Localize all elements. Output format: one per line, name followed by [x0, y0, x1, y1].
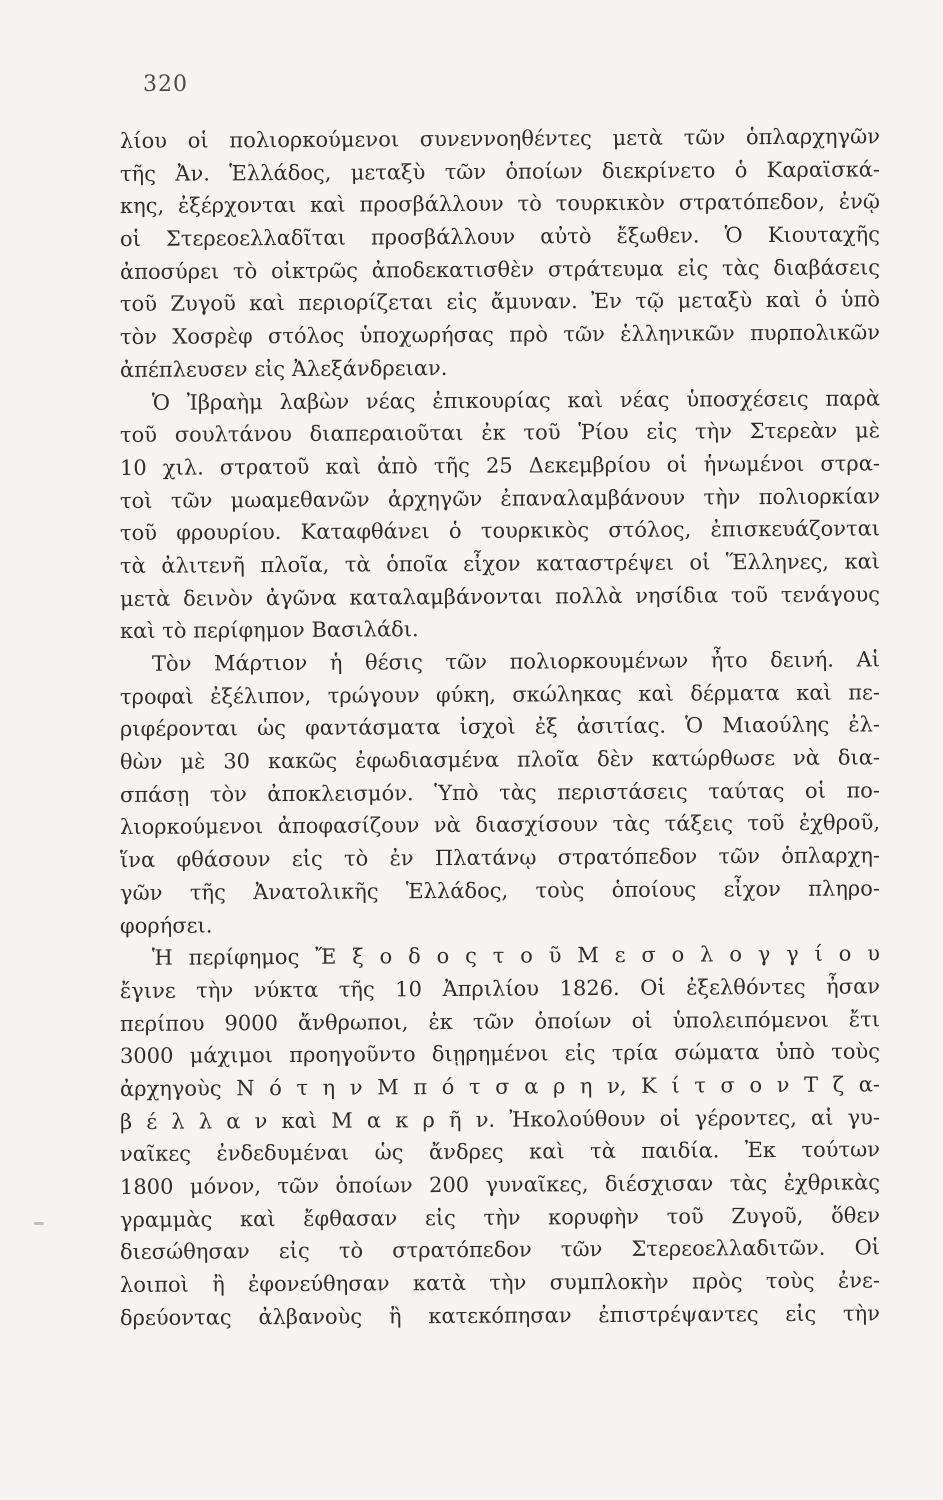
- text-line: Τὸν Μάρτιον ἡ θέσις τῶν πολιορκουμένων ἦτο δεινή. Αἱ: [151, 647, 881, 676]
- text-line: ἵνα φθάσουν εἰς τὸ ἐν Πλατάνῳ στρατόπεδον τῶν ὁπλαρχη-: [119, 843, 881, 873]
- text-line: Ἡ περίφημος Ἔ ξ ο δ ο ς τ ο ῦ Μ ε σ ο λ ο γ γ ί ο υ: [151, 941, 881, 970]
- text-line: καὶ τὸ περίφημον Βασιλάδι.: [119, 617, 419, 644]
- text-line: κης, ἐξέρχονται καὶ προσβάλλουν τὸ τουρκικὸν στρατόπεδον, ἐνῷ: [119, 189, 881, 219]
- text-line: τοῦ φρουρίου. Καταφθάνει ὁ τουρκικὸς στόλος, ἐπισκευάζονται: [119, 516, 881, 546]
- text-line: 3000 μάχιμοι προηγοῦντο διῃρημένοι εἰς τρία σώματα ὑπὸ τοὺς: [119, 1039, 881, 1069]
- text-line: μετὰ δεινὸν ἀγῶνα καταλαμβάνονται πολλὰ νησίδια τοῦ τενάγους: [119, 581, 881, 611]
- text-line: φορήσει.: [119, 912, 213, 938]
- text-line: διεσώθησαν εἰς τὸ στρατόπεδον τῶν Στερεοελλαδιτῶν. Οἱ: [119, 1235, 881, 1265]
- text-line: λιορκούμενοι ἀποφασίζουν νὰ διασχίσουν τὰς τάξεις τοῦ ἐχθροῦ,: [119, 810, 881, 840]
- text-line: τοῦ σουλτάνου διαπεραιοῦται ἐκ τοῦ Ῥίου εἰς τὴν Στερεὰν μὲ: [119, 418, 881, 448]
- text-line: τῆς Ἀν. Ἑλλάδος, μεταξὺ τῶν ὁποίων διεκρίνετο ὁ Καραϊσκά-: [119, 157, 881, 186]
- text-line: β έ λ λ α ν καὶ Μ α κ ρ ῆ ν. Ἠκολούθουν οἱ γέροντες, αἱ γυ-: [119, 1104, 881, 1134]
- text-line: ριφέρονται ὡς φαντάσματα ἰσχοὶ ἐξ ἀσιτίας. Ὁ Μιαούλης ἐλ-: [119, 712, 881, 742]
- text-line: θὼν μὲ 30 κακῶς ἐφωδιασμένα πλοῖα δὲν κατώρθωσε νὰ δια-: [119, 745, 881, 775]
- body-text: [120, 125, 880, 1334]
- text-line: Ὁ Ἰβραὴμ λαβὼν νέας ἐπικουρίας καὶ νέας ὑποσχέσεις παρὰ: [151, 385, 881, 415]
- text-line: λοιποὶ ἢ ἐφονεύθησαν κατὰ τὴν συμπλοκὴν πρὸς τοὺς ἐνε-: [119, 1268, 881, 1298]
- text-line: γῶν τῆς Ἀνατολικῆς Ἑλλάδος, τοὺς ὁποίους εἶχον πληρο-: [119, 876, 881, 905]
- text-line: τροφαὶ ἐξέλιπον, τρώγουν φύκη, σκώληκας καὶ δέρματα καὶ πε-: [119, 680, 881, 709]
- text-line: ἔγινε τὴν νύκτα τῆς 10 Ἀπριλίου 1826. Οἱ ἐξελθόντες ἦσαν: [119, 974, 881, 1003]
- ink-speck: [34, 1222, 44, 1225]
- text-line: ναῖκες ἐνδεδυμέναι ὡς ἄνδρες καὶ τὰ παιδία. Ἐκ τούτων: [119, 1137, 881, 1167]
- page-number: 320: [143, 72, 188, 97]
- text-line: οἱ Στερεοελλαδῖται προσβάλλουν αὐτὸ ἔξωθεν. Ὁ Κιουταχῆς: [119, 222, 881, 252]
- text-line: 1800 μόνον, τῶν ὁποίων 200 γυναῖκες, διέσχισαν τὰς ἐχθρικὰς: [119, 1170, 881, 1199]
- text-line: τοὶ τῶν μωαμεθανῶν ἀρχηγῶν ἐπαναλαμβάνουν τὴν πολιορκίαν: [119, 483, 881, 513]
- text-line: ἀπέπλευσεν εἰς Ἀλεξάνδρειαν.: [119, 355, 448, 382]
- text-line: γραμμὰς καὶ ἔφθασαν εἰς τὴν κορυφὴν τοῦ Ζυγοῦ, ὅθεν: [119, 1203, 881, 1232]
- text-line: τὸν Χοσρὲφ στόλος ὑποχωρήσας πρὸ τῶν ἑλληνικῶν πυρπολικῶν: [119, 320, 881, 350]
- text-line: ἀποσύρει τὸ οἰκτρῶς ἀποδεκατισθὲν στράτευμα εἰς τὰς διαβάσεις: [119, 255, 881, 284]
- text-line: 10 χιλ. στρατοῦ καὶ ἀπὸ τῆς 25 Δεκεμβρίου οἱ ἡνωμένοι στρα-: [119, 451, 881, 480]
- text-line: ἀρχηγοὺς Ν ό τ η ν Μ π ό τ σ α ρ η ν, Κ ί τ σ ο ν Τ ζ α-: [119, 1072, 881, 1101]
- text-line: περίπου 9000 ἄνθρωποι, ἐκ τῶν ὁποίων οἱ ὑπολειπόμενοι ἔτι: [119, 1006, 881, 1036]
- text-line: δρεύοντας ἀλβανοὺς ἢ κατεκόπησαν ἐπιστρέψαντες εἰς τὴν: [119, 1301, 881, 1330]
- text-line: τὰ ἀλιτενῆ πλοῖα, τὰ ὁποῖα εἶχον καταστρέψει οἱ Ἕλληνες, καὶ: [119, 549, 881, 578]
- text-line: τοῦ Ζυγοῦ καὶ περιορίζεται εἰς ἄμυναν. Ἐν τῷ μεταξὺ καὶ ὁ ὑπὸ: [119, 287, 881, 317]
- text-line: λίου οἱ πολιορκούμενοι συνεννοηθέντες μετὰ τῶν ὁπλαρχηγῶν: [119, 124, 881, 153]
- text-line: σπάσῃ τὸν ἀποκλεισμόν. Ὑπὸ τὰς περιστάσεις ταύτας οἱ πο-: [119, 778, 881, 807]
